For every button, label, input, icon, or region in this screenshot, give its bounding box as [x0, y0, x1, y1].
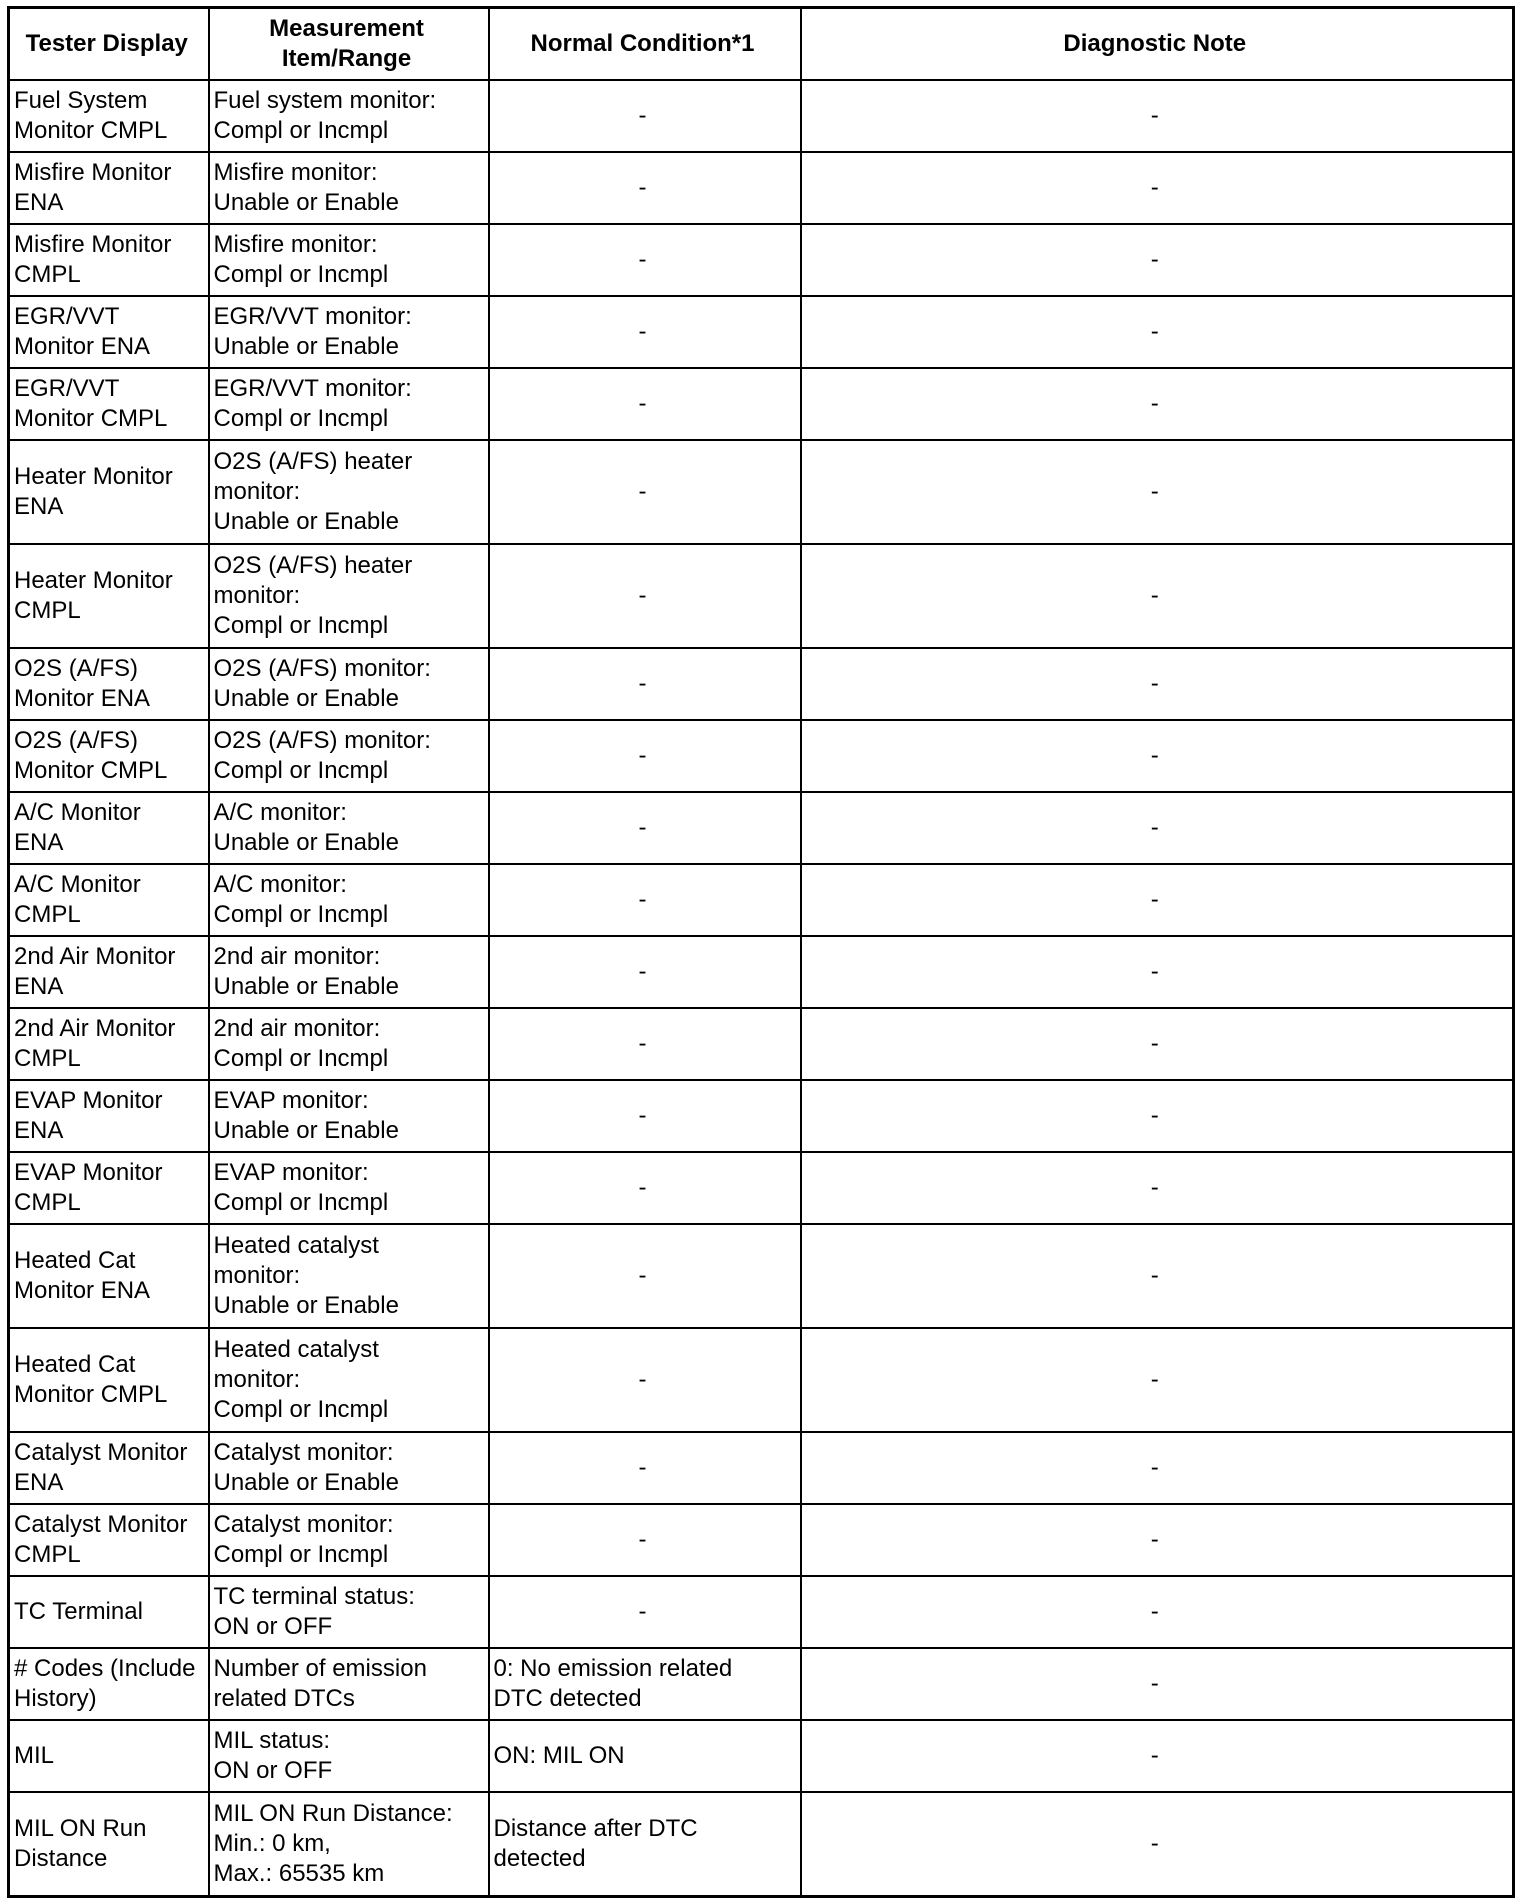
- tester-display-cell: Catalyst Monitor CMPL: [9, 1504, 209, 1576]
- measurement-cell: EVAP monitor: Unable or Enable: [209, 1080, 489, 1152]
- header-row: [9, 8, 1514, 81]
- diagnostic-note-cell: -: [801, 544, 1514, 648]
- table-row: [9, 1152, 1514, 1224]
- normal-condition-cell: -: [489, 1432, 801, 1504]
- tester-display-cell: MIL: [9, 1720, 209, 1792]
- tester-display-cell: Catalyst Monitor ENA: [9, 1432, 209, 1504]
- tester-display-cell: O2S (A/FS) Monitor CMPL: [9, 720, 209, 792]
- normal-condition-cell: -: [489, 224, 801, 296]
- diagnostic-note-cell: -: [801, 1504, 1514, 1576]
- table-row: [9, 1792, 1514, 1897]
- measurement-cell: TC terminal status: ON or OFF: [209, 1576, 489, 1648]
- normal-condition-cell: -: [489, 440, 801, 544]
- diagnostic-note-cell: -: [801, 1576, 1514, 1648]
- measurement-cell: Fuel system monitor: Compl or Incmpl: [209, 80, 489, 152]
- normal-condition-cell: Distance after DTC detected: [489, 1792, 801, 1897]
- measurement-cell: Heated catalyst monitor: Unable or Enable: [209, 1224, 489, 1328]
- table-row: [9, 1008, 1514, 1080]
- tester-display-cell: Heater Monitor ENA: [9, 440, 209, 544]
- tester-display-cell: EVAP Monitor ENA: [9, 1080, 209, 1152]
- normal-condition-cell: -: [489, 792, 801, 864]
- normal-condition-cell: -: [489, 864, 801, 936]
- table-row: [9, 80, 1514, 152]
- tester-display-cell: 2nd Air Monitor ENA: [9, 936, 209, 1008]
- diagnostic-note-cell: -: [801, 1008, 1514, 1080]
- tester-display-cell: EVAP Monitor CMPL: [9, 1152, 209, 1224]
- normal-condition-cell: -: [489, 368, 801, 440]
- normal-condition-cell: -: [489, 1152, 801, 1224]
- diagnostic-note-cell: -: [801, 1152, 1514, 1224]
- diagnostic-note-cell: -: [801, 720, 1514, 792]
- diagnostic-note-cell: -: [801, 1720, 1514, 1792]
- table-row: [9, 864, 1514, 936]
- table-row: [9, 792, 1514, 864]
- measurement-cell: Catalyst monitor: Unable or Enable: [209, 1432, 489, 1504]
- tester-display-cell: 2nd Air Monitor CMPL: [9, 1008, 209, 1080]
- table-row: [9, 544, 1514, 648]
- data-list-table: [7, 6, 1515, 1898]
- measurement-cell: MIL status: ON or OFF: [209, 1720, 489, 1792]
- measurement-cell: EVAP monitor: Compl or Incmpl: [209, 1152, 489, 1224]
- diagnostic-note-cell: -: [801, 1648, 1514, 1720]
- measurement-cell: 2nd air monitor: Unable or Enable: [209, 936, 489, 1008]
- normal-condition-cell: 0: No emission related DTC detected: [489, 1648, 801, 1720]
- diagnostic-note-cell: -: [801, 1432, 1514, 1504]
- table-row: [9, 1080, 1514, 1152]
- tester-display-cell: O2S (A/FS) Monitor ENA: [9, 648, 209, 720]
- table-row: [9, 1504, 1514, 1576]
- table-row: [9, 720, 1514, 792]
- table-row: [9, 440, 1514, 544]
- normal-condition-cell: -: [489, 80, 801, 152]
- normal-condition-cell: -: [489, 296, 801, 368]
- measurement-cell: Misfire monitor: Unable or Enable: [209, 152, 489, 224]
- tester-display-cell: A/C Monitor CMPL: [9, 864, 209, 936]
- table-row: [9, 224, 1514, 296]
- tester-display-cell: Misfire Monitor ENA: [9, 152, 209, 224]
- table-row: [9, 1224, 1514, 1328]
- header-tester-display: Tester Display: [9, 8, 209, 81]
- diagnostic-note-cell: -: [801, 440, 1514, 544]
- diagnostic-note-cell: -: [801, 1080, 1514, 1152]
- normal-condition-cell: -: [489, 544, 801, 648]
- table-row: [9, 936, 1514, 1008]
- measurement-cell: A/C monitor: Compl or Incmpl: [209, 864, 489, 936]
- tester-display-cell: Fuel System Monitor CMPL: [9, 80, 209, 152]
- tester-display-cell: EGR/VVT Monitor CMPL: [9, 368, 209, 440]
- measurement-cell: A/C monitor: Unable or Enable: [209, 792, 489, 864]
- table-row: [9, 648, 1514, 720]
- diagnostic-note-cell: -: [801, 864, 1514, 936]
- diagnostic-note-cell: -: [801, 792, 1514, 864]
- measurement-cell: O2S (A/FS) heater monitor: Unable or Enable: [209, 440, 489, 544]
- normal-condition-cell: -: [489, 1008, 801, 1080]
- tester-display-cell: Misfire Monitor CMPL: [9, 224, 209, 296]
- diagnostic-note-cell: -: [801, 936, 1514, 1008]
- measurement-cell: Catalyst monitor: Compl or Incmpl: [209, 1504, 489, 1576]
- measurement-cell: O2S (A/FS) monitor: Compl or Incmpl: [209, 720, 489, 792]
- tester-display-cell: Heated Cat Monitor ENA: [9, 1224, 209, 1328]
- diagnostic-note-cell: -: [801, 1792, 1514, 1897]
- header-diagnostic-note: Diagnostic Note: [801, 8, 1514, 81]
- measurement-cell: EGR/VVT monitor: Unable or Enable: [209, 296, 489, 368]
- table-row: [9, 368, 1514, 440]
- header-measurement-item: Measurement Item/Range: [209, 8, 489, 81]
- tester-display-cell: Heated Cat Monitor CMPL: [9, 1328, 209, 1432]
- diagnostic-note-cell: -: [801, 296, 1514, 368]
- measurement-cell: O2S (A/FS) monitor: Unable or Enable: [209, 648, 489, 720]
- measurement-cell: MIL ON Run Distance: Min.: 0 km, Max.: 65535 km: [209, 1792, 489, 1897]
- diagnostic-note-cell: -: [801, 1328, 1514, 1432]
- normal-condition-cell: -: [489, 648, 801, 720]
- measurement-cell: O2S (A/FS) heater monitor: Compl or Incmpl: [209, 544, 489, 648]
- header-normal-condition: Normal Condition*1: [489, 8, 801, 81]
- table-row: [9, 1648, 1514, 1720]
- tester-display-cell: TC Terminal: [9, 1576, 209, 1648]
- measurement-cell: EGR/VVT monitor: Compl or Incmpl: [209, 368, 489, 440]
- measurement-cell: 2nd air monitor: Compl or Incmpl: [209, 1008, 489, 1080]
- measurement-cell: Heated catalyst monitor: Compl or Incmpl: [209, 1328, 489, 1432]
- tester-display-cell: # Codes (Include History): [9, 1648, 209, 1720]
- normal-condition-cell: -: [489, 1576, 801, 1648]
- tester-display-cell: EGR/VVT Monitor ENA: [9, 296, 209, 368]
- measurement-cell: Misfire monitor: Compl or Incmpl: [209, 224, 489, 296]
- diagnostic-note-cell: -: [801, 80, 1514, 152]
- normal-condition-cell: -: [489, 152, 801, 224]
- table-row: [9, 1328, 1514, 1432]
- diagnostic-note-cell: -: [801, 368, 1514, 440]
- normal-condition-cell: -: [489, 1224, 801, 1328]
- tester-display-cell: A/C Monitor ENA: [9, 792, 209, 864]
- table-row: [9, 152, 1514, 224]
- measurement-cell: Number of emission related DTCs: [209, 1648, 489, 1720]
- normal-condition-cell: ON: MIL ON: [489, 1720, 801, 1792]
- normal-condition-cell: -: [489, 1328, 801, 1432]
- tester-display-cell: Heater Monitor CMPL: [9, 544, 209, 648]
- table-row: [9, 1432, 1514, 1504]
- normal-condition-cell: -: [489, 720, 801, 792]
- diagnostic-note-cell: -: [801, 648, 1514, 720]
- table-row: [9, 296, 1514, 368]
- normal-condition-cell: -: [489, 1080, 801, 1152]
- normal-condition-cell: -: [489, 936, 801, 1008]
- table-row: [9, 1576, 1514, 1648]
- tester-display-cell: MIL ON Run Distance: [9, 1792, 209, 1897]
- diagnostic-note-cell: -: [801, 224, 1514, 296]
- normal-condition-cell: -: [489, 1504, 801, 1576]
- diagnostic-note-cell: -: [801, 1224, 1514, 1328]
- diagnostic-note-cell: -: [801, 152, 1514, 224]
- table-row: [9, 1720, 1514, 1792]
